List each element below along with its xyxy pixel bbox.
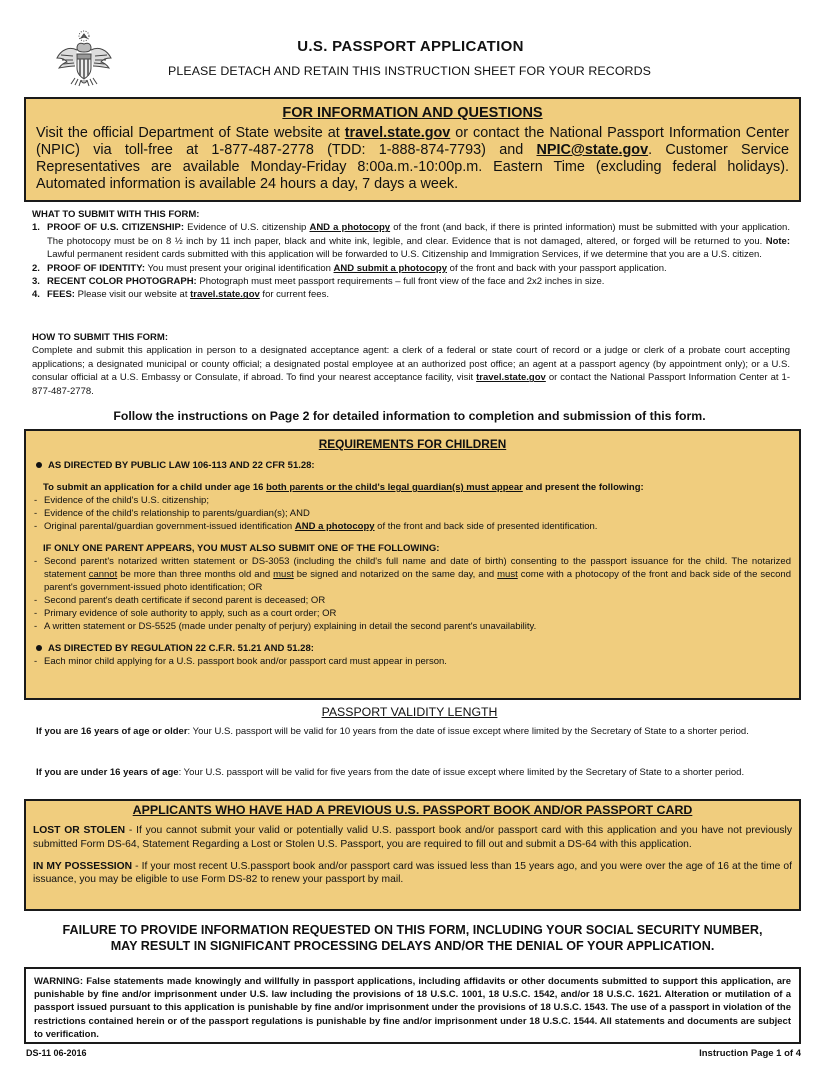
bullet-text: AS DIRECTED BY PUBLIC LAW 106-113 AND 22 CFR 51.28:	[48, 460, 315, 471]
note-label: Note:	[765, 235, 790, 247]
previous-passport-heading: APPLICANTS WHO HAVE HAD A PREVIOUS U.S. PASSPORT BOOK AND/OR PASSPORT CARD	[132, 803, 693, 817]
intro-text: To submit an application for a child under age 16	[43, 482, 267, 493]
bullet-text: AS DIRECTED BY REGULATION 22 C.F.R. 51.21 AND 51.28:	[48, 643, 314, 654]
item-text: of the front and back with your passport application.	[447, 262, 667, 274]
document-title: U.S. PASSPORT APPLICATION	[297, 38, 524, 55]
info-text-1: Visit the official Department of State website at	[36, 125, 345, 141]
info-questions-box	[24, 97, 801, 202]
child-intro	[34, 481, 791, 494]
item-emphasis: cannot	[88, 569, 118, 580]
warning-box: WARNING: False statements made knowingly and willfully in passport applications, including affidavits or other documents submitted to support this application, are punishable by fine and/or imprisonment under U.S. law including the provisions of 18 U.S.C. 1001, 18 U.S.C. 1542, and/or 18 U.S.C. 1621. Alteration or mutilation of a passport issued pursuant to this application is punishable by fine and/or imprisonment under the provisions of 18 U.S.C. 1543. The use of a passport in violation of the restrictions contained herein or of the passport regulations is punishable by fine and/or imprisonment under 18 U.S.C. 1544. All statements and documents are subject to verification.	[24, 967, 801, 1044]
validity-text: : Your U.S. passport will be valid for 10 years from the date of issue except where limited by the Secretary of State to a shorter period.	[187, 726, 749, 737]
paragraph-text: - If your most recent U.S.passport book and/or passport card was issued less than 15 years ago, and you were over the age of 16 at the time of issuance, you may be eligible to use Form DS-82 to renew your passport by mail.	[33, 860, 792, 886]
item-text: for current fees.	[259, 289, 329, 301]
validity-text: : Your U.S. passport will be valid for five years from the date of issue except where limited by the Secretary of State to a shorter period.	[178, 767, 745, 778]
regulation-bullet	[34, 642, 791, 655]
bullet-dot-icon	[36, 645, 42, 651]
info-body	[36, 125, 789, 193]
list-item: - Each minor child applying for a U.S. passport book and/or passport card must appear in person.	[34, 655, 791, 668]
list-item: - Evidence of the child's U.S. citizenship;	[34, 494, 791, 507]
item-number: 4.	[32, 289, 40, 301]
intro-emphasis: both parents or the child's legal guardian(s) must appear	[266, 482, 523, 493]
how-text: Complete and submit this application in person to a designated acceptance agent: a clerk of a federal or state court of record or a judge or clerk of a probate court accepting applications; a designated municipal or county official; a designated postal employee at an authorized post office; an agent at a passport agency (by appointment only); or a U.S. consular official at a U.S. Embassy or Consulate, if abroad. To find your nearest acceptance facility, visit	[32, 345, 790, 384]
item-text: of the front and back side of presented identification.	[374, 521, 598, 532]
list-item: - Evidence of the child's relationship to parents/guardian(s); AND	[34, 507, 791, 520]
how-to-submit-heading: HOW TO SUBMIT THIS FORM:	[32, 332, 168, 343]
paragraph-text: - If you cannot submit your valid or potentially valid U.S. passport book and/or passport card with this application and you have not previously submitted Form DS-64, Statement Regarding a Lost or Stolen U.S. Passport, you are required to fill out and submit a DS-64 with this application.	[33, 825, 792, 850]
fees-website-link[interactable]: travel.state.gov	[190, 289, 260, 301]
failure-line-1: FAILURE TO PROVIDE INFORMATION REQUESTED ON THIS FORM, INCLUDING YOUR SOCIAL SECURITY NUMBER,	[62, 923, 763, 937]
list-item	[32, 275, 790, 288]
failure-line-2: MAY RESULT IN SIGNIFICANT PROCESSING DELAYS AND/OR THE DENIAL OF YOUR APPLICATION.	[110, 939, 715, 953]
what-to-submit-section	[32, 208, 790, 302]
item-emphasis: must	[273, 569, 294, 580]
previous-passport-box	[24, 799, 801, 911]
item-text: You must present your original identification	[145, 262, 334, 274]
validity-minor	[36, 766, 794, 779]
children-requirements-box	[24, 429, 801, 700]
acceptance-facility-link[interactable]: travel.state.gov	[476, 372, 546, 384]
item-text: Second parent's notarized written statement or DS-3053 (including the child's full name and date of birth) consenting to the passport issuance for the child. The notarized statement	[44, 556, 791, 580]
item-number: 2.	[32, 262, 40, 274]
travel-state-gov-link[interactable]: travel.state.gov	[344, 125, 451, 141]
item-number: 3.	[32, 276, 40, 288]
validity-label: If you are under 16 years of age	[36, 767, 179, 778]
form-id: DS-11 06-2016	[26, 1048, 87, 1058]
paragraph-label: LOST OR STOLEN	[33, 825, 126, 837]
submit-items-list	[32, 221, 790, 301]
info-text-3: . Customer Service Representatives are available Monday-Friday 8:00a.m.-10:00p.m. Eastern Time (excluding federal holidays). Automated information is available 24 hours a day, 7 days a week.	[36, 142, 789, 192]
validity-heading: PASSPORT VALIDITY LENGTH	[321, 705, 498, 719]
failure-notice	[24, 922, 801, 954]
item-text: of the front (and back, if there is printed information) must be submitted with your application. The photocopy must be on 8 ½ inch by 11 inch paper, black and white ink, legible, and clear. Evidence that is not damaged, altered, or forged will be returned to you.	[47, 222, 790, 247]
item-text: Evidence of U.S. citizenship	[184, 222, 310, 234]
list-item: - A written statement or DS-5525 (made under penalty of perjury) explaining in detail the second parent's unavailability.	[34, 620, 791, 633]
in-possession-paragraph	[33, 860, 792, 887]
regulation-list	[34, 655, 791, 668]
validity-label: If you are 16 years of age or older	[36, 726, 188, 737]
lost-or-stolen-paragraph	[33, 824, 792, 851]
bullet-dot-icon	[36, 462, 42, 468]
how-to-submit-body	[32, 344, 790, 398]
validity-adult	[36, 725, 794, 738]
list-item: - Second parent's death certificate if second parent is deceased; OR	[34, 594, 791, 607]
item-emphasis: must	[497, 569, 518, 580]
npic-email-link[interactable]: NPIC@state.gov	[536, 142, 649, 158]
how-text: or contact the National Passport Information Center at 1-877-487-2778.	[32, 372, 790, 397]
item-text: Original parental/guardian government-issued identification	[44, 521, 295, 532]
list-item	[34, 520, 791, 533]
intro-text: and present the following:	[522, 482, 644, 493]
item-emphasis: AND a photocopy	[294, 521, 375, 532]
item-emphasis: AND submit a photocopy	[333, 262, 448, 274]
item-text: Please visit our website at	[74, 289, 191, 301]
one-parent-list	[34, 555, 791, 633]
page-number: Instruction Page 1 of 4	[699, 1048, 801, 1059]
item-text: Lawful permanent resident cards submitted with this application will be forwarded to U.S. Citizenship and Immigration Services, if we determine that you are a U.S. citizen.	[47, 249, 762, 261]
item-label: FEES:	[47, 289, 75, 301]
item-label: PROOF OF U.S. CITIZENSHIP:	[47, 222, 185, 234]
info-heading: FOR INFORMATION AND QUESTIONS	[282, 105, 543, 121]
item-number: 1.	[32, 222, 40, 234]
list-item	[32, 262, 790, 275]
follow-instructions-note: Follow the instructions on Page 2 for detailed information to completion and submission of this form.	[113, 409, 706, 423]
how-to-submit-section	[32, 331, 790, 398]
info-text-2: or contact the National Passport Information Center (NPIC) via toll-free at 1-877-487-2778 (TDD: 1-888-874-7793) and	[36, 125, 789, 158]
list-item	[32, 221, 790, 261]
list-item: - Primary evidence of sole authority to apply, such as a court order; OR	[34, 607, 791, 620]
what-to-submit-heading: WHAT TO SUBMIT WITH THIS FORM:	[32, 209, 200, 220]
item-text: be more than three months old and	[117, 569, 274, 580]
item-emphasis: AND a photocopy	[309, 222, 391, 234]
item-label: PROOF OF IDENTITY:	[47, 262, 145, 274]
item-text: Photograph must meet passport requirements – full front view of the face and 2x2 inches in size.	[196, 276, 605, 288]
item-text: come with a photocopy of the front and back side of the second parent's government-issued photo identification; OR	[44, 569, 791, 593]
child-evidence-list	[34, 494, 791, 533]
item-text: be signed and notarized on the same day, and	[293, 569, 498, 580]
paragraph-label: IN MY POSSESSION	[33, 860, 133, 872]
list-item	[32, 288, 790, 301]
item-label: RECENT COLOR PHOTOGRAPH:	[47, 276, 197, 288]
document-subtitle: PLEASE DETACH AND RETAIN THIS INSTRUCTION SHEET FOR YOUR RECORDS	[167, 64, 652, 78]
children-heading: REQUIREMENTS FOR CHILDREN	[318, 437, 507, 451]
public-law-bullet	[34, 459, 791, 472]
list-item	[34, 555, 791, 594]
one-parent-heading: IF ONLY ONE PARENT APPEARS, YOU MUST ALSO SUBMIT ONE OF THE FOLLOWING:	[43, 543, 440, 554]
